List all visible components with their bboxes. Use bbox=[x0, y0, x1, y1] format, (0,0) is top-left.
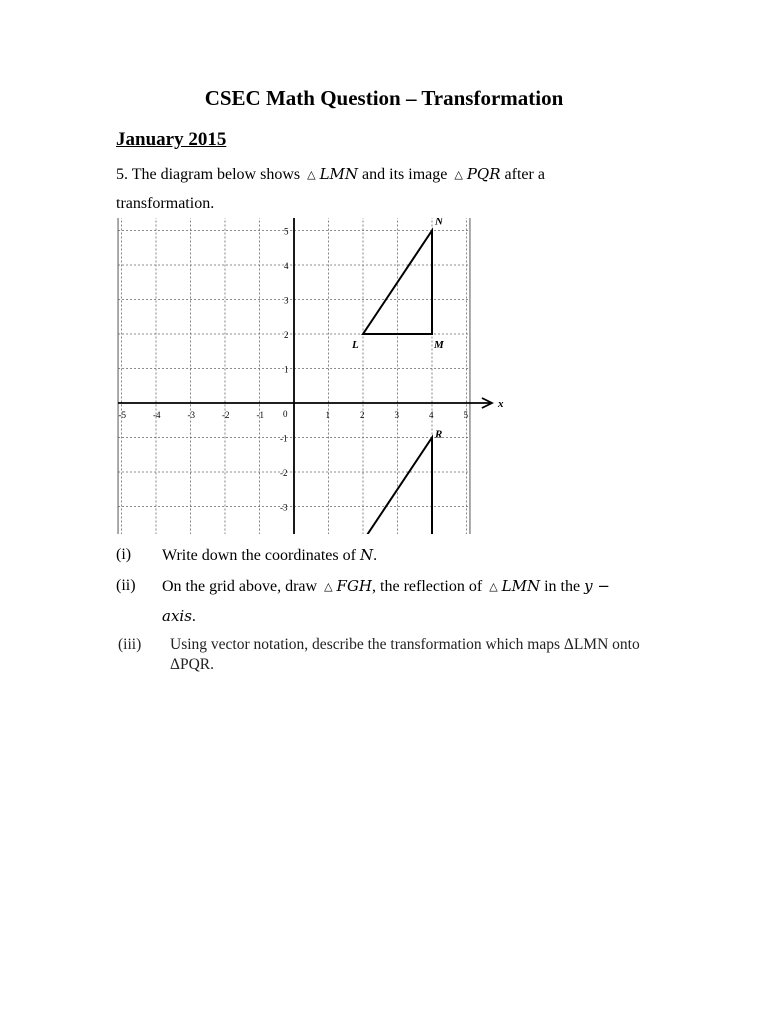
triangle-lmn-name: LMN bbox=[319, 165, 359, 183]
x-axis-label: x bbox=[497, 398, 504, 410]
part-ii-prefix: On the grid above, draw bbox=[162, 578, 318, 595]
x-tick-label: -3 bbox=[187, 410, 195, 420]
part-iii-number: (iii) bbox=[118, 636, 142, 653]
triangle-symbol-icon: △ bbox=[307, 169, 316, 181]
part-ii-axis: axis bbox=[162, 607, 192, 625]
part-i-text bbox=[162, 546, 377, 565]
part-ii-var-fgh: FGH bbox=[336, 577, 373, 595]
part-i bbox=[116, 546, 676, 568]
part-iii-line2: ΔPQR. bbox=[170, 656, 214, 673]
part-ii-number: (ii) bbox=[116, 577, 136, 594]
vertex-label-r: R bbox=[435, 428, 443, 441]
triangle-symbol-icon: △ bbox=[454, 169, 463, 181]
origin-label: 0 bbox=[283, 409, 288, 419]
question-intro-suffix: after a bbox=[504, 166, 545, 183]
triangle-symbol-icon: △ bbox=[489, 581, 498, 593]
vertex-label-l: L bbox=[352, 339, 359, 351]
triangle-symbol-icon: △ bbox=[324, 581, 333, 593]
y-tick-label: -3 bbox=[280, 502, 288, 513]
triangle-pqr-name: PQR bbox=[466, 165, 501, 183]
part-i-number: (i) bbox=[116, 546, 132, 563]
transformation-diagram bbox=[108, 218, 508, 534]
y-tick-label: -1 bbox=[280, 433, 288, 444]
x-tick-label: 4 bbox=[429, 410, 434, 420]
part-ii-text bbox=[162, 577, 610, 596]
vertex-label-m: M bbox=[434, 339, 444, 351]
part-ii-line2: axis. bbox=[162, 607, 196, 625]
x-tick-label: 2 bbox=[360, 410, 365, 420]
x-tick-label: 1 bbox=[325, 410, 330, 420]
x-tick-label: -4 bbox=[153, 410, 161, 420]
part-ii bbox=[116, 577, 696, 599]
part-iii-line1: Using vector notation, describe the transformation which maps ΔLMN onto bbox=[170, 636, 640, 653]
part-i-var: N bbox=[359, 546, 374, 564]
part-i-prefix: Write down the coordinates of bbox=[162, 547, 356, 564]
x-tick-label: 3 bbox=[394, 410, 399, 420]
y-tick-label: 5 bbox=[284, 226, 289, 237]
part-ii-var-y: y − bbox=[584, 577, 610, 595]
x-tick-label: -5 bbox=[118, 410, 126, 420]
page-title: CSEC Math Question – Transformation bbox=[204, 86, 564, 110]
x-tick-label: 5 bbox=[463, 410, 468, 420]
question-intro bbox=[116, 165, 545, 184]
exam-date-heading: January 2015 bbox=[116, 129, 227, 150]
question-intro-mid: and its image bbox=[362, 166, 448, 183]
vertex-label-n: N bbox=[435, 218, 443, 228]
part-ii-var-lmn: LMN bbox=[501, 577, 541, 595]
y-tick-label: -2 bbox=[280, 468, 288, 478]
y-tick-label: 1 bbox=[284, 364, 289, 375]
x-tick-label: -2 bbox=[222, 410, 230, 420]
question-intro-prefix: 5. The diagram below shows bbox=[116, 166, 301, 183]
part-i-suffix: . bbox=[373, 547, 378, 564]
part-ii-mid2: in the bbox=[544, 578, 581, 595]
y-tick-label: 3 bbox=[284, 295, 289, 306]
question-intro-line2: transformation. bbox=[116, 195, 215, 212]
x-tick-label: -1 bbox=[256, 410, 264, 420]
part-ii-mid: , the reflection of bbox=[372, 578, 483, 595]
y-tick-label: 4 bbox=[284, 261, 289, 271]
part-iii bbox=[118, 636, 718, 658]
y-tick-label: 2 bbox=[284, 330, 289, 340]
